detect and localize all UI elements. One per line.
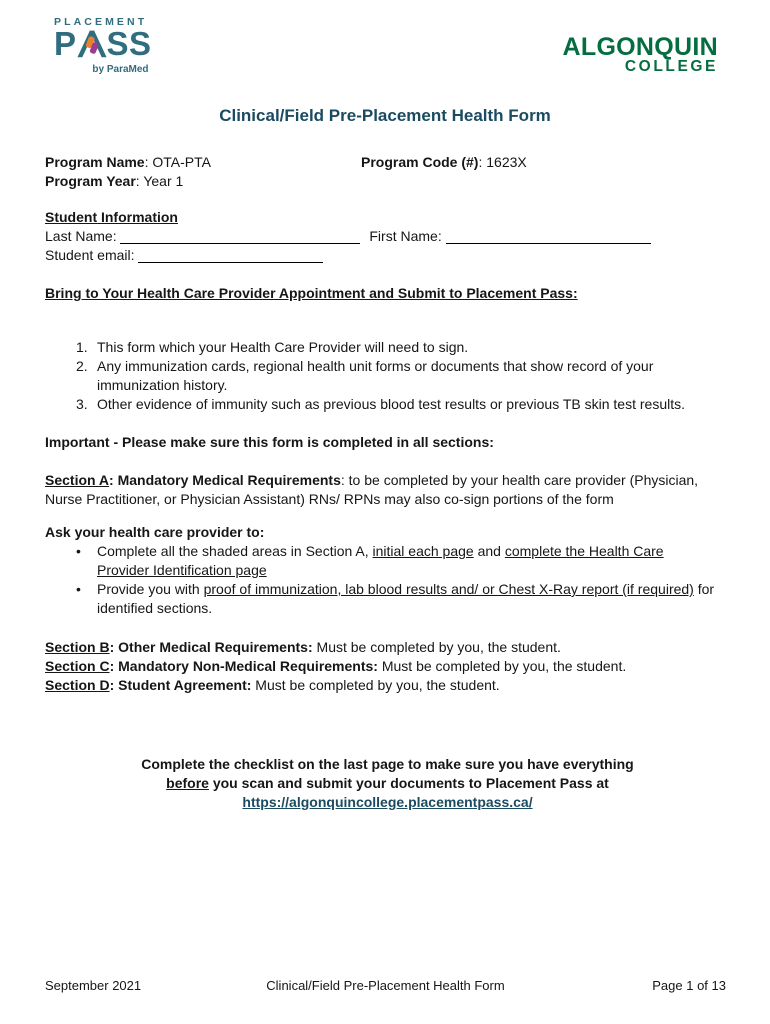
student-information-heading: Student Information <box>45 209 178 225</box>
bullet-item <box>45 580 730 618</box>
form-content <box>0 153 770 812</box>
placement-pass-byline: by ParaMed <box>92 64 149 75</box>
program-code-label: Program Code (#) <box>361 154 479 170</box>
sections-bcd <box>45 638 730 695</box>
closing-line-2: before you scan and submit your documents to Placement Pass at <box>166 775 609 791</box>
section-a-paragraph: Section A: Mandatory Medical Requirements: to be completed by your health care provider (Physician, Nurse Practitioner, or Physician Assistant) RNs/ RPNs may also co-sign portions of the form <box>45 472 699 507</box>
section-d-line: Section D: Student Agreement: Must be completed by you, the student. <box>45 677 500 693</box>
first-name-label: First Name: <box>369 228 442 244</box>
form-title: Clinical/Field Pre-Placement Health Form <box>219 106 551 125</box>
page-footer <box>45 976 726 995</box>
closing-note <box>45 755 730 812</box>
list-item-number: 2. <box>76 358 88 374</box>
section-b-line: Section B: Other Medical Requirements: Must be completed by you, the student. <box>45 639 561 655</box>
bullet-icon: • <box>76 581 81 597</box>
footer-page-number: Page 1 of 13 <box>652 978 726 993</box>
program-code-value: : 1623X <box>478 154 527 170</box>
student-email-label: Student email: <box>45 247 135 263</box>
section-a-label: Section A <box>45 472 110 488</box>
section-b-label: Section B <box>45 639 110 655</box>
section-c-label: Section C <box>45 658 110 674</box>
placement-pass-letters-ss: SS <box>106 25 152 62</box>
placement-pass-link[interactable]: https://algonquincollege.placementpass.ca/ <box>242 794 533 810</box>
section-c-title: Mandatory Non-Medical Requirements: <box>118 658 378 674</box>
bullet-item <box>45 542 730 580</box>
list-item <box>45 338 730 357</box>
ask-provider-heading: Ask your health care provider to: <box>45 524 265 540</box>
student-email-row <box>45 246 730 265</box>
last-name-label: Last Name: <box>45 228 117 244</box>
list-item <box>45 357 730 395</box>
bullet-text: Provide you with proof of immunization, lab blood results and/ or Chest X-Ray report (if required) for identified sections. <box>97 581 715 616</box>
list-item <box>45 395 730 414</box>
section-c-body: Must be completed by you, the student. <box>377 658 627 674</box>
list-item-number: 1. <box>76 339 88 355</box>
algonquin-college-logo <box>562 33 718 75</box>
important-note: Important - Please make sure this form is completed in all sections: <box>45 434 494 450</box>
section-b-body: Must be completed by you, the student. <box>312 639 561 655</box>
placement-pass-letter-p: P <box>54 25 77 62</box>
placement-pass-word <box>54 25 152 62</box>
bullet-icon: • <box>76 543 81 559</box>
program-year <box>45 172 730 191</box>
list-item-text: Any immunization cards, regional health unit forms or documents that show record of your immunization history. <box>97 358 654 393</box>
section-a-body: : to be completed by your health care provider (Physician, Nurse Practitioner, or Physician Assistant) RNs/ RPNs may also co-sign portions of the form <box>45 472 699 507</box>
placement-pass-a-icon <box>77 29 107 59</box>
section-b-title: Other Medical Requirements: <box>118 639 313 655</box>
program-name-label: Program Name <box>45 154 145 170</box>
last-name-field[interactable] <box>120 229 360 244</box>
bring-numbered-list <box>45 338 730 414</box>
list-item-number: 3. <box>76 396 88 412</box>
section-d-body: Must be completed by you, the student. <box>251 677 500 693</box>
program-code <box>361 153 527 172</box>
bullet-text: Complete all the shaded areas in Section A, initial each page and complete the Health Care Provider Identification page <box>97 543 664 578</box>
list-item-text: This form which your Health Care Provider will need to sign. <box>97 339 469 355</box>
section-d-title: Student Agreement: <box>118 677 252 693</box>
list-item-text: Other evidence of immunity such as previous blood test results or previous TB skin test results. <box>97 396 685 412</box>
closing-line-3 <box>45 793 730 812</box>
bring-heading: Bring to Your Health Care Provider Appointment and Submit to Placement Pass: <box>45 285 578 301</box>
student-name-row <box>45 227 730 246</box>
section-c-line: Section C: Mandatory Non-Medical Requirements: Must be completed by you, the student. <box>45 658 627 674</box>
program-name-value: : OTA-PTA <box>144 154 211 170</box>
placement-pass-wordmark: PLACEMENT <box>54 16 148 28</box>
placement-pass-logo <box>54 16 152 79</box>
program-year-value: : Year 1 <box>135 173 184 189</box>
program-info-row <box>45 153 730 172</box>
closing-line-1: Complete the checklist on the last page to make sure you have everything <box>141 756 634 772</box>
program-year-label: Program Year <box>45 173 136 189</box>
student-email-field[interactable] <box>138 248 323 263</box>
algonquin-wordmark: ALGONQUIN <box>562 33 718 61</box>
footer-title: Clinical/Field Pre-Placement Health Form <box>266 978 505 993</box>
footer-date: September 2021 <box>45 978 142 993</box>
section-d-label: Section D <box>45 677 110 693</box>
algonquin-college-wordmark: COLLEGE <box>624 58 718 75</box>
page-header <box>0 0 770 92</box>
section-a-title: Mandatory Medical Requirements <box>117 472 341 488</box>
program-name <box>45 153 361 172</box>
first-name-field[interactable] <box>446 229 651 244</box>
